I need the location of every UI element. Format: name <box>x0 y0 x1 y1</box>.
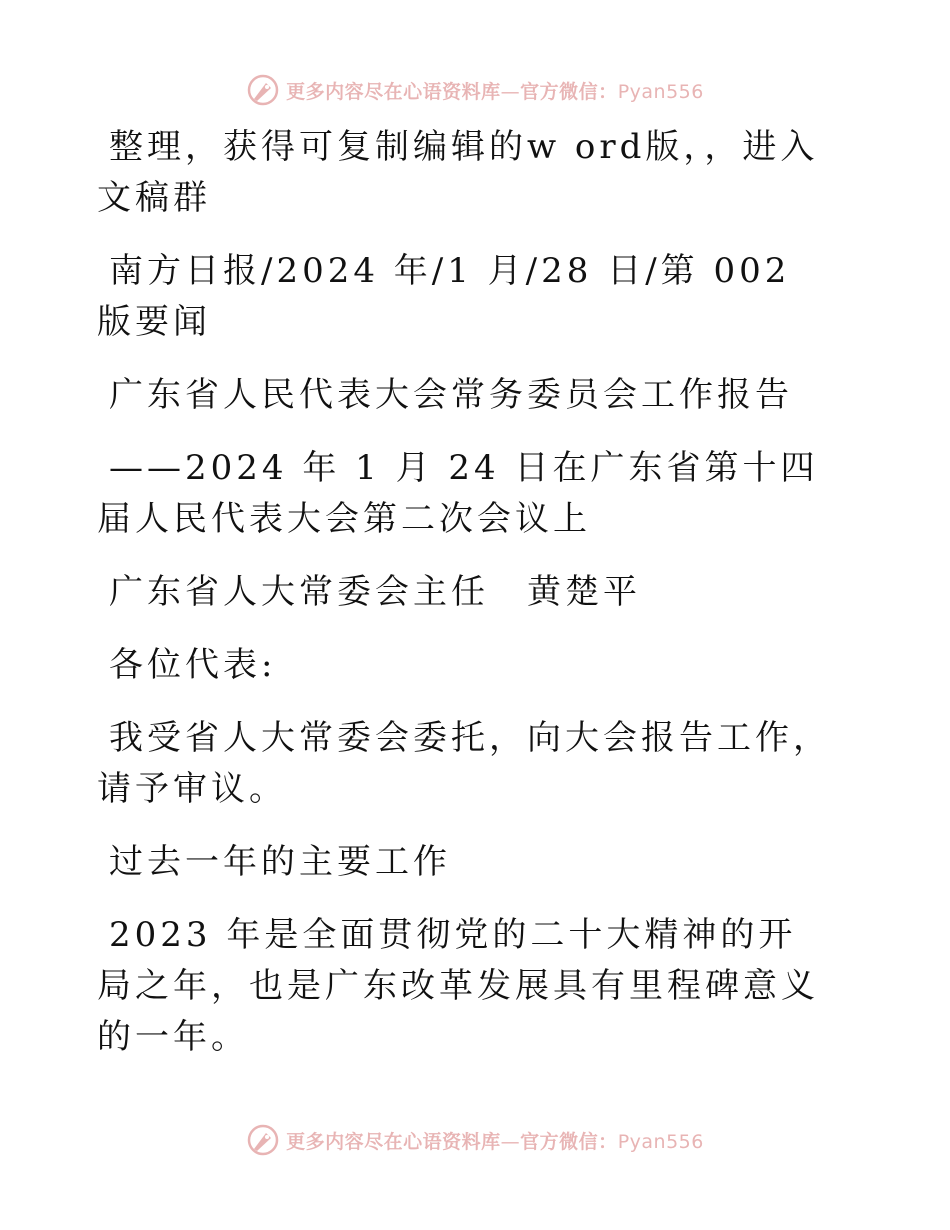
paragraph-title: 广东省人民代表大会常务委员会工作报告 <box>109 375 793 415</box>
watermark-wechat-label: 官方微信： <box>520 80 618 103</box>
footer-watermark <box>0 1120 950 1160</box>
paragraph-source: 南方日报/2024 年/1 月/28 日/第 002 版要闻 <box>97 251 791 342</box>
pen-nib-logo-icon <box>246 1123 280 1157</box>
watermark-wechat-label: 官方微信： <box>520 1130 618 1153</box>
watermark-text <box>286 77 704 104</box>
watermark-dash: — <box>500 1130 521 1153</box>
paragraph-salutation: 各位代表: <box>109 645 277 685</box>
paragraph-opening: 我受省人大常委会委托，向大会报告工作，请予审议。 <box>97 718 831 809</box>
paragraph-intro: 整理，获得可复制编辑的w ord版，，进入文稿群 <box>97 127 819 218</box>
watermark-text <box>286 1127 704 1154</box>
watermark-brand: 更多内容尽在心语资料库 <box>286 80 501 103</box>
document-body <box>97 122 832 1085</box>
watermark-wechat-id: Pyan556 <box>617 80 704 103</box>
paragraph-author: 广东省人大常委会主任 黄楚平 <box>109 572 641 612</box>
pen-nib-logo-icon <box>246 73 280 107</box>
paragraph-body: 2023 年是全面贯彻党的二十大精神的开局之年，也是广东改革发展具有里程碑意义的一年。 <box>97 915 819 1057</box>
watermark-dash: — <box>500 80 521 103</box>
header-watermark <box>0 70 950 110</box>
paragraph-subtitle: ——2024 年 1 月 24 日在广东省第十四届人民代表大会第二次会议上 <box>97 448 819 539</box>
watermark-wechat-id: Pyan556 <box>617 1130 704 1153</box>
watermark-brand: 更多内容尽在心语资料库 <box>286 1130 501 1153</box>
paragraph-section-heading: 过去一年的主要工作 <box>109 842 451 882</box>
